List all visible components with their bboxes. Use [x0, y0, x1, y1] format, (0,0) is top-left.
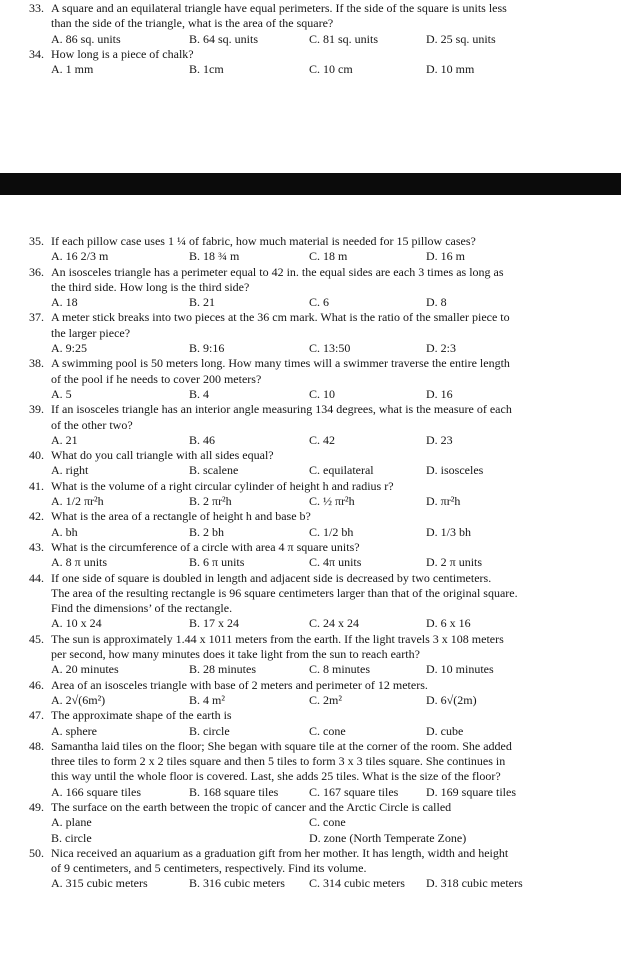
question-first-line — [0, 479, 621, 494]
answer-choice: D. 10 mm — [426, 62, 475, 77]
question-number: 43. — [29, 539, 44, 554]
answer-choices — [0, 815, 621, 830]
question-text-continued: three tiles to form 2 x 2 tiles square and then 5 tiles to form 3 x 3 tiles square. She continues in — [51, 754, 506, 769]
question-number: 39. — [29, 402, 44, 417]
question-text: A square and an equilateral triangle have equal perimeters. If the side of the square is units less — [51, 1, 507, 15]
answer-choice: B. 46 — [189, 432, 216, 447]
answer-choices — [0, 724, 621, 739]
answer-choice: D. cube — [426, 723, 464, 738]
question-text-continued: of the pool if he needs to cover 200 meters? — [51, 371, 262, 386]
answer-choices — [0, 693, 621, 708]
answer-choice: A. 166 square tiles — [51, 784, 141, 799]
question-item — [0, 800, 621, 846]
question-text: What do you call triangle with all sides equal? — [51, 448, 274, 463]
top-question-block — [0, 1, 621, 77]
question-first-line — [0, 265, 621, 280]
answer-choice: D. 10 minutes — [426, 662, 494, 677]
answer-choice: A. 1/2 πr²h — [51, 494, 104, 509]
answer-choices — [0, 341, 621, 356]
question-item — [0, 234, 621, 265]
answer-choice: B. 17 x 24 — [189, 616, 240, 631]
question-first-line — [0, 448, 621, 463]
question-text-continued: of the other two? — [51, 417, 133, 432]
answer-choice: B. 1cm — [189, 62, 224, 77]
answer-choice: D. 8 — [426, 295, 447, 310]
question-text: If each pillow case uses 1 ¼ of fabric, how much material is needed for 15 pillow cases? — [51, 234, 476, 248]
answer-choice: C. cone — [309, 723, 346, 738]
question-text: How long is a piece of chalk? — [51, 46, 194, 61]
answer-choices — [0, 525, 621, 540]
question-text: If an isosceles triangle has an interior angle measuring 134 degrees, what is the measure of each — [51, 402, 512, 417]
answer-choices — [0, 555, 621, 570]
answer-choices — [0, 662, 621, 677]
answer-choice: B. circle — [51, 830, 92, 845]
question-first-line — [0, 234, 621, 249]
answer-choice: A. 10 x 24 — [51, 616, 102, 631]
answer-choices — [0, 32, 621, 47]
question-text: Samantha laid tiles on the floor; She began with square tile at the corner of the room. She added — [51, 738, 512, 753]
question-first-line — [0, 540, 621, 555]
answer-choice: C. 314 cubic meters — [309, 876, 405, 891]
question-number: 45. — [29, 631, 44, 646]
answer-choices — [0, 494, 621, 509]
answer-choice: B. 9:16 — [189, 341, 225, 356]
question-item — [0, 310, 621, 356]
answer-choice: C. equilateral — [309, 463, 374, 478]
question-item — [0, 632, 621, 678]
answer-choice: B. scalene — [189, 463, 239, 478]
question-item — [0, 402, 621, 448]
answer-choice: A. right — [51, 463, 89, 478]
answer-choice: D. 318 cubic meters — [426, 876, 523, 891]
answer-choice: B. 316 cubic meters — [189, 876, 285, 891]
answer-choice: B. 4 m² — [189, 692, 225, 707]
answer-choice: A. bh — [51, 524, 78, 539]
answer-choices — [0, 249, 621, 264]
answer-choice: A. 20 minutes — [51, 662, 119, 677]
answer-choice: A. 2√(6m²) — [51, 692, 106, 707]
answer-choice: B. 28 minutes — [189, 662, 257, 677]
question-number: 47. — [29, 708, 44, 723]
answer-choice: A. 16 2/3 m — [51, 249, 109, 264]
answer-choice: D. 25 sq. units — [426, 31, 496, 46]
answer-choices — [0, 62, 621, 77]
question-text-continued: per second, how many minutes does it take light from the sun to reach earth? — [51, 647, 420, 662]
question-first-line — [0, 1, 621, 16]
question-number: 40. — [29, 448, 44, 463]
question-first-line — [0, 708, 621, 723]
question-text: The surface on the earth between the tropic of cancer and the Arctic Circle is called — [51, 799, 452, 814]
question-number: 34. — [29, 46, 44, 61]
question-number: 36. — [29, 264, 44, 279]
answer-choices — [0, 463, 621, 478]
question-first-line — [0, 402, 621, 417]
answer-choice: D. isosceles — [426, 463, 484, 478]
answer-choice: C. ½ πr²h — [309, 494, 355, 509]
answer-choices — [0, 831, 621, 846]
question-item — [0, 356, 621, 402]
answer-choice: C. 10 cm — [309, 62, 353, 77]
answer-choice: C. 2m² — [309, 692, 342, 707]
question-item — [0, 540, 621, 571]
answer-choices — [0, 785, 621, 800]
question-first-line — [0, 739, 621, 754]
answer-choices — [0, 387, 621, 402]
question-first-line — [0, 846, 621, 861]
question-item — [0, 739, 621, 800]
question-item — [0, 448, 621, 479]
question-item — [0, 265, 621, 311]
question-number: 50. — [29, 845, 44, 860]
question-item — [0, 1, 621, 47]
question-text: A swimming pool is 50 meters long. How many times will a swimmer traverse the entire length — [51, 356, 510, 371]
answer-choices — [0, 295, 621, 310]
question-text-continued: of 9 centimeters, and 5 centimeters, respectively. Find its volume. — [51, 861, 367, 876]
question-first-line — [0, 571, 621, 586]
question-number: 37. — [29, 310, 44, 325]
answer-choices — [0, 876, 621, 891]
answer-choice: D. 23 — [426, 432, 453, 447]
question-text-continued: The area of the resulting rectangle is 96 square centimeters larger than that of the original square. — [51, 585, 518, 600]
answer-choice: D. 16 m — [426, 249, 465, 264]
question-item — [0, 479, 621, 510]
question-item — [0, 47, 621, 78]
question-number: 49. — [29, 799, 44, 814]
black-divider-band — [0, 173, 621, 195]
answer-choice: B. circle — [189, 723, 230, 738]
answer-choice: C. 167 square tiles — [309, 784, 399, 799]
question-number: 48. — [29, 738, 44, 753]
question-first-line — [0, 800, 621, 815]
answer-choice: B. 6 π units — [189, 555, 245, 570]
question-text: If one side of square is doubled in length and adjacent side is decreased by two centimeters. — [51, 570, 492, 585]
answer-choices — [0, 616, 621, 631]
question-first-line — [0, 310, 621, 325]
question-text-continued: Find the dimensions’ of the rectangle. — [51, 601, 233, 616]
answer-choice: C. 1/2 bh — [309, 524, 354, 539]
question-number: 38. — [29, 356, 44, 371]
question-text: What is the area of a rectangle of height h and base b? — [51, 509, 311, 524]
answer-choice: B. 64 sq. units — [189, 31, 259, 46]
answer-choice: D. 1/3 bh — [426, 524, 471, 539]
answer-choices — [0, 433, 621, 448]
bottom-question-block — [0, 234, 621, 892]
answer-choice: A. 21 — [51, 432, 78, 447]
question-number: 44. — [29, 570, 44, 585]
question-text: The approximate shape of the earth is — [51, 708, 232, 723]
question-text-continued: this way until the whole floor is covered. Last, she adds 25 tiles. What is the size of the floor? — [51, 769, 501, 784]
question-text: Nica received an aquarium as a graduation gift from her mother. It has length, width and height — [51, 845, 509, 860]
answer-choice: C. 42 — [309, 432, 336, 447]
answer-choice: A. 18 — [51, 295, 78, 310]
question-text: Area of an isosceles triangle with base of 2 meters and perimeter of 12 meters. — [51, 677, 428, 692]
answer-choice: A. sphere — [51, 723, 97, 738]
answer-choice: B. 168 square tiles — [189, 784, 279, 799]
question-text: A meter stick breaks into two pieces at the 36 cm mark. What is the ratio of the smaller piece to — [51, 310, 510, 325]
answer-choice: C. cone — [309, 815, 346, 830]
answer-choice: D. 6√(2m) — [426, 692, 477, 707]
answer-choice: A. 315 cubic meters — [51, 876, 148, 891]
answer-choice: C. 10 — [309, 386, 336, 401]
question-item — [0, 846, 621, 892]
answer-choice: D. 16 — [426, 386, 453, 401]
answer-choice: C. 13:50 — [309, 341, 351, 356]
question-text-continued: the third side. How long is the third side? — [51, 279, 250, 294]
answer-choice: B. 4 — [189, 386, 210, 401]
question-first-line — [0, 509, 621, 524]
answer-choice: D. 2 π units — [426, 555, 483, 570]
question-text: An isosceles triangle has a perimeter equal to 42 in. the equal sides are each 3 times as long as — [51, 264, 504, 279]
question-text: The sun is approximately 1.44 x 1011 meters from the earth. If the light travels 3 x 108 meters — [51, 631, 504, 646]
answer-choice: B. 21 — [189, 295, 216, 310]
question-number: 41. — [29, 478, 44, 493]
answer-choice: A. 9:25 — [51, 341, 87, 356]
question-item — [0, 708, 621, 739]
answer-choice: C. 24 x 24 — [309, 616, 360, 631]
answer-choice: D. πr²h — [426, 494, 461, 509]
answer-choice: B. 2 bh — [189, 524, 225, 539]
question-text-continued: the larger piece? — [51, 325, 131, 340]
answer-choice: C. 18 m — [309, 249, 348, 264]
answer-choice: C. 6 — [309, 295, 330, 310]
answer-choice: C. 8 minutes — [309, 662, 371, 677]
question-text: What is the volume of a right circular cylinder of height h and radius r? — [51, 478, 394, 493]
answer-choice: D. 6 x 16 — [426, 616, 471, 631]
answer-choice: A. 5 — [51, 386, 72, 401]
question-item — [0, 678, 621, 709]
answer-choice: B. 2 πr²h — [189, 494, 232, 509]
answer-choice: A. 8 π units — [51, 555, 108, 570]
question-first-line — [0, 47, 621, 62]
question-number: 35. — [29, 234, 44, 248]
answer-choice: D. zone (North Temperate Zone) — [309, 830, 467, 845]
question-number: 46. — [29, 677, 44, 692]
answer-choice: A. plane — [51, 815, 92, 830]
question-number: 42. — [29, 509, 44, 524]
question-text: What is the circumference of a circle with area 4 π square units? — [51, 539, 360, 554]
question-text-continued: than the side of the triangle, what is the area of the square? — [51, 16, 334, 31]
answer-choice: D. 169 square tiles — [426, 784, 516, 799]
question-number: 33. — [29, 1, 44, 15]
question-first-line — [0, 632, 621, 647]
question-item — [0, 509, 621, 540]
answer-choice: C. 81 sq. units — [309, 31, 379, 46]
answer-choice: A. 86 sq. units — [51, 31, 121, 46]
answer-choice: D. 2:3 — [426, 341, 456, 356]
answer-choice: B. 18 ¾ m — [189, 249, 240, 264]
question-first-line — [0, 356, 621, 371]
question-item — [0, 571, 621, 632]
question-first-line — [0, 678, 621, 693]
answer-choice: C. 4π units — [309, 555, 362, 570]
answer-choice: A. 1 mm — [51, 62, 94, 77]
